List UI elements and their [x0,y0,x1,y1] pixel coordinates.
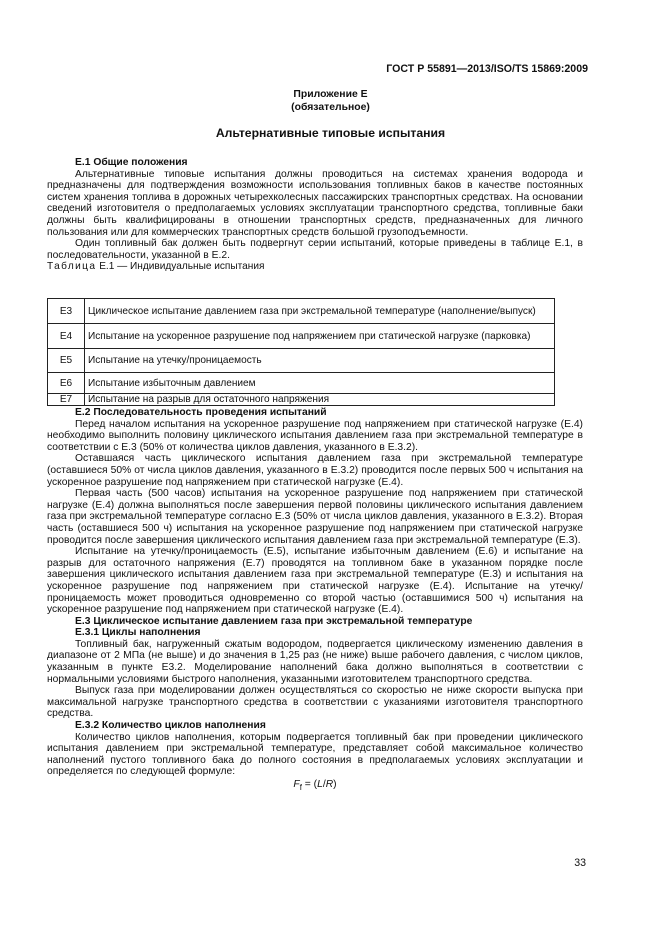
section-e32-paragraph-1: Количество циклов наполнения, которым подвергается топливный бак при проведении циклического испытания давлением при экстремальной температуре, представляет собой максимальное количество наполнений пустого топливного бака до полного состояния в предполагаемых условиях эксплуатации и определяется по следующей формуле: [47,731,583,778]
formula [47,779,583,794]
formula-close: ) [333,779,337,790]
appendix-title: Приложение Е [293,89,368,100]
table-row [48,373,555,394]
section-e31-paragraph-1: Топливный бак, нагруженный сжатым водородом, подвергается циклическому изменению давления в диапазоне от 2 МПа (не выше) и до значения в 1,25 раз (не ниже) выше рабочего давления, с числом циклов, указанным в пункте Е3.2. Моделирование наполнений бака должно выполняться в соответствии с нормальными условиями быстрого наполнения, указанными изготовителем транспортного средства. [47,638,583,685]
test-description: Испытание на ускоренное разрушение под напряжением при статической нагрузке (парковка) [85,324,555,349]
test-description: Испытание на разрыв для остаточного напряжения [85,394,555,406]
test-code: Е6 [48,373,85,394]
standard-designation: ГОСТ Р 55891—2013/ISO/TS 15869:2009 [386,63,588,75]
section-e2-paragraph-4: Испытание на утечку/проницаемость (Е.5), испытание избыточным давлением (Е.6) и испытание на разрыв для остаточного напряжения (Е.7) проводятся на топливном баке в указанном порядке после завершения циклического испытания давлением газа при экстремальной температуре (Е.3) и испытания на ускоренное разрушение под напряжением при статической нагрузке (Е.4). Испытание на утечку/проницаемость может проводиться одновременно со второй частью (оставшимися 500 ч) испытания на ускоренное разрушение под напряжением при статической нагрузке (Е.4). [47,546,583,616]
page-title: Альтернативные типовые испытания [215,126,446,140]
test-code: Е7 [48,394,85,406]
table-caption-word: Таблица [47,261,97,273]
section-e31-paragraph-2: Выпуск газа при моделировании должен осуществляться со скоростью не ниже скорости выпуска при максимальной нагрузке транспортного средства в соответствии с указаниями изготовителя транспортного средства. [47,685,583,720]
section-e2-paragraph-1: Перед началом испытания на ускоренное разрушение под напряжением при статической нагрузке (Е.4) необходимо выполнить половину циклического испытания давлением газа при экстремальной температуре в соответствии с Е.3 (50% от количества циклов давления, указанного в Е.3.2). [47,418,583,453]
table-row [48,299,555,324]
section-e1-heading: Е.1 Общие положения [75,157,188,168]
section-e2-heading: Е.2 Последовательность проведения испытаний [75,407,327,418]
test-code: Е4 [48,324,85,349]
test-code: Е3 [48,299,85,324]
formula-r: R [325,779,334,790]
test-description: Испытание на утечку/проницаемость [85,349,555,373]
section-e32-heading: Е.3.2 Количество циклов наполнения [75,720,266,732]
table-row [48,324,555,349]
section-e1-paragraph-2: Один топливный бак должен быть подвергнут серии испытаний, которые приведены в таблице Е.1, в последовательности, указанной в Е.2. [47,238,583,261]
formula-slash: / [322,779,326,790]
section-e2-paragraph-2: Оставшаяся часть циклического испытания давлением газа при экстремальной температуре (оставшиеся 50% от числа циклов давления, указанного в Е.3.2) проводится после первых 500 ч испытания на ускоренное разрушение под напряжением при статической нагрузке (Е.4). [47,453,583,488]
section-e3-heading: Е.3 Циклическое испытание давлением газа при экстремальной температуре [75,615,473,627]
test-code: Е5 [48,349,85,373]
section-e1 [47,157,583,273]
section-e2-e3 [47,407,583,794]
table-caption [47,261,583,273]
test-description: Циклическое испытание давлением газа при экстремальной температуре (наполнение/выпуск) [85,299,555,324]
table-caption-text: Е.1 — Индивидуальные испытания [96,261,265,273]
section-e2-paragraph-3: Первая часть (500 часов) испытания на ускоренное разрушение под напряжением при статической нагрузке (Е.4) должна выполняться после завершения первой половины циклического испытания давлением газа при экстремальной температуре согласно Е.3 (50% от числа циклов давления, указанного в Е.3.2). Вторая часть (оставшиеся 500 ч) испытания на ускоренное разрушение под напряжением при статической нагрузке проводится после завершения циклического испытания давлением газа при экстремальной температуре (Е.3). [47,488,583,546]
table-row [48,394,555,406]
formula-subscript: f [299,783,302,793]
page-number: 33 [574,857,586,869]
formula-eq: = ( [301,779,318,790]
appendix-status: (обязательное) [291,102,370,113]
table-row [48,349,555,373]
section-e31-heading: Е.3.1 Циклы наполнения [75,627,201,639]
individual-tests-table [47,298,555,406]
section-e1-paragraph-1: Альтернативные типовые испытания должны проводиться на системах хранения водорода и предназначены для подтверждения возможности использования топливных баков в качестве постоянных систем хранения топлива в дорожных четырехколесных пассажирских транспортных средствах. На основании сведений изготовителя о предполагаемых условиях эксплуатации транспортного средства, топливные баки должны быть квалифицированы в отношении транспортных средств, предназначенных для личного пользования или для коммерческих транспортных средств большой грузоподъемности. [47,168,583,238]
test-description: Испытание избыточным давлением [85,373,555,394]
formula-f: F [293,779,300,790]
formula-l: L [317,779,323,790]
